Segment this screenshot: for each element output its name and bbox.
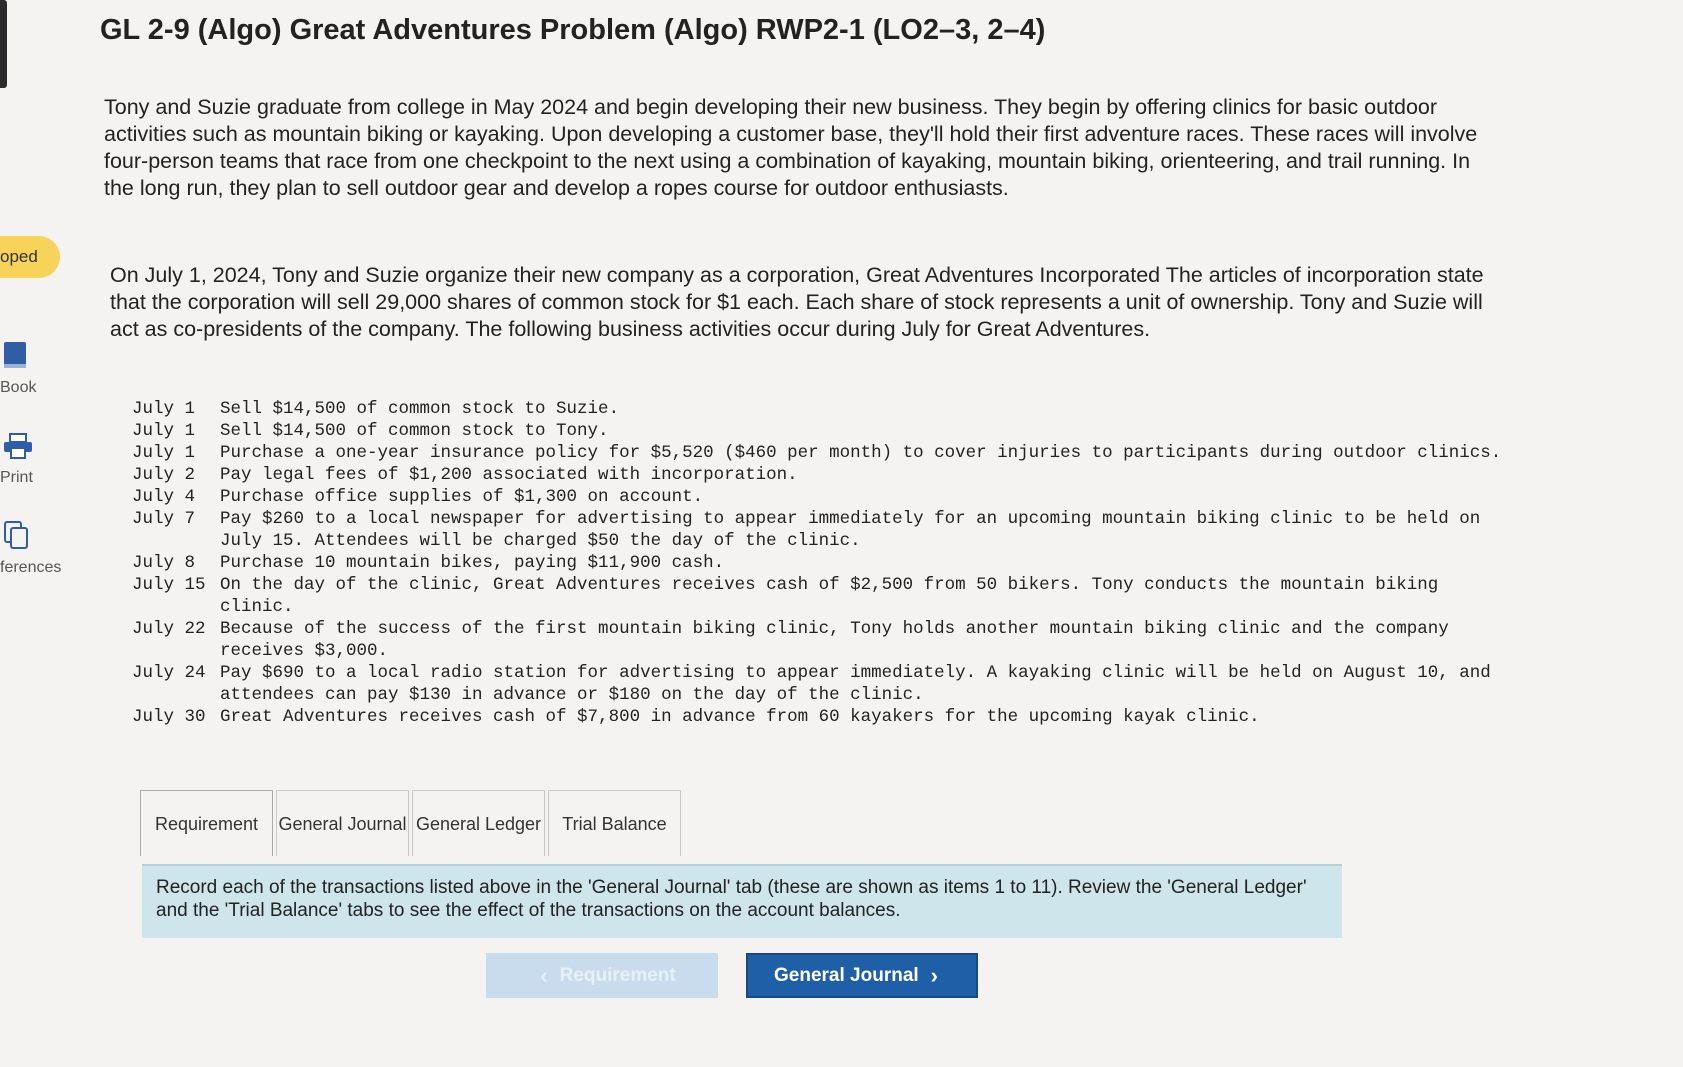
tab-general-ledger[interactable]: General Ledger xyxy=(412,790,545,856)
transaction-description: Pay $690 to a local radio station for advertising to appear immediately. A kayaking clinic will be held on August 10, and attendees can pay $130 in advance or $180 on the day of the clinic. xyxy=(220,663,1491,705)
chevron-right-icon: › xyxy=(930,962,938,988)
transaction-description: Pay $260 to a local newspaper for advertising to appear immediately for an upcoming mountain biking clinic to be held on July 15. Attendees will be charged $50 the day of the clinic. xyxy=(220,509,1481,551)
book-icon xyxy=(2,340,72,375)
transaction-date: July 1 xyxy=(132,399,196,419)
intro-paragraph-2: On July 1, 2024, Tony and Suzie organize their new company as a corporation, Great Adventures Incorporated The articles of incorporation state that the corporation will sell 29,000 shares of common stock for $1 each. Each share of stock represents a unit of ownership. Tony and Suzie will act as co-presidents of the company. The following business activities occur during July for Great Adventures. xyxy=(110,263,1484,341)
list-item xyxy=(132,398,1512,420)
transaction-list xyxy=(132,398,1512,728)
list-item xyxy=(132,508,1512,552)
list-item xyxy=(132,486,1512,508)
copy-icon xyxy=(2,520,72,555)
list-item xyxy=(132,706,1512,728)
transaction-date: July 1 xyxy=(132,421,196,441)
rail-handle xyxy=(0,0,7,88)
printer-icon xyxy=(2,432,72,465)
transaction-date: July 15 xyxy=(132,575,206,595)
list-item xyxy=(132,574,1512,618)
next-button[interactable] xyxy=(746,953,978,998)
list-item xyxy=(132,420,1512,442)
transaction-description: On the day of the clinic, Great Adventures receives cash of $2,500 from 50 bikers. Tony conducts the mountain biking clinic. xyxy=(220,575,1439,617)
sidebar-item-label: ferences xyxy=(0,559,62,576)
page-title: GL 2-9 (Algo) Great Adventures Problem (Algo) RWP2-1 (LO2–3, 2–4) xyxy=(100,14,1046,46)
transaction-description: Purchase office supplies of $1,300 on account. xyxy=(220,487,704,507)
sidebar-item-book[interactable] xyxy=(0,340,72,397)
transaction-date: July 7 xyxy=(132,509,196,529)
list-item xyxy=(132,662,1512,706)
chevron-left-icon: ‹ xyxy=(540,962,548,988)
transaction-date: July 8 xyxy=(132,553,196,573)
sidebar-item-references[interactable] xyxy=(0,520,72,577)
transaction-date: July 1 xyxy=(132,443,196,463)
list-item xyxy=(132,442,1512,464)
tab-bar xyxy=(140,790,681,856)
transaction-description: Sell $14,500 of common stock to Tony. xyxy=(220,421,609,441)
list-item xyxy=(132,464,1512,486)
sidebar-item-print[interactable] xyxy=(0,432,72,487)
previous-button-label: Requirement xyxy=(559,964,676,986)
tab-requirement[interactable]: Requirement xyxy=(140,790,273,856)
transaction-date: July 30 xyxy=(132,707,206,727)
transaction-description: Purchase 10 mountain bikes, paying $11,900 cash. xyxy=(220,553,725,573)
transaction-description: Pay legal fees of $1,200 associated with incorporation. xyxy=(220,465,798,485)
status-badge: oped xyxy=(0,236,60,278)
intro-paragraph-1: Tony and Suzie graduate from college in May 2024 and begin developing their new business. They begin by offering clinics for basic outdoor activities such as mountain biking or kayaking. Upon developing a customer base, they'll hold their first adventure races. These races will involve four-person teams that race from one checkpoint to the next using a combination of kayaking, mountain biking, orienteering, and trail running. In the long run, they plan to sell outdoor gear and develop a ropes course for outdoor enthusiasts. xyxy=(104,95,1478,200)
transaction-description: Sell $14,500 of common stock to Suzie. xyxy=(220,399,620,419)
transaction-description: Great Adventures receives cash of $7,800 in advance from 60 kayakers for the upcoming kayak clinic. xyxy=(220,707,1260,727)
left-rail xyxy=(0,0,72,1067)
previous-button[interactable] xyxy=(486,953,718,998)
list-item xyxy=(132,552,1512,574)
instruction-text: Record each of the transactions listed above in the 'General Journal' tab (these are shown as items 1 to 11). Review the 'General Ledger' and the 'Trial Balance' tabs to see the effect of the transactions on the account balances. xyxy=(156,877,1307,921)
transaction-date: July 2 xyxy=(132,465,196,485)
next-button-label: General Journal xyxy=(774,964,919,986)
transaction-date: July 24 xyxy=(132,663,206,683)
transaction-description: Because of the success of the first mountain biking clinic, Tony holds another mountain biking clinic and the company receives $3,000. xyxy=(220,619,1449,661)
transaction-description: Purchase a one-year insurance policy for $5,520 ($460 per month) to cover injuries to participants during outdoor clinics. xyxy=(220,443,1502,463)
sidebar-item-label: Book xyxy=(0,379,37,396)
sidebar-item-label: Print xyxy=(0,469,33,486)
transaction-date: July 4 xyxy=(132,487,196,507)
tab-general-journal[interactable]: General Journal xyxy=(276,790,409,856)
tab-trial-balance[interactable]: Trial Balance xyxy=(548,790,681,856)
transaction-date: July 22 xyxy=(132,619,206,639)
instruction-panel xyxy=(142,864,1342,938)
list-item xyxy=(132,618,1512,662)
